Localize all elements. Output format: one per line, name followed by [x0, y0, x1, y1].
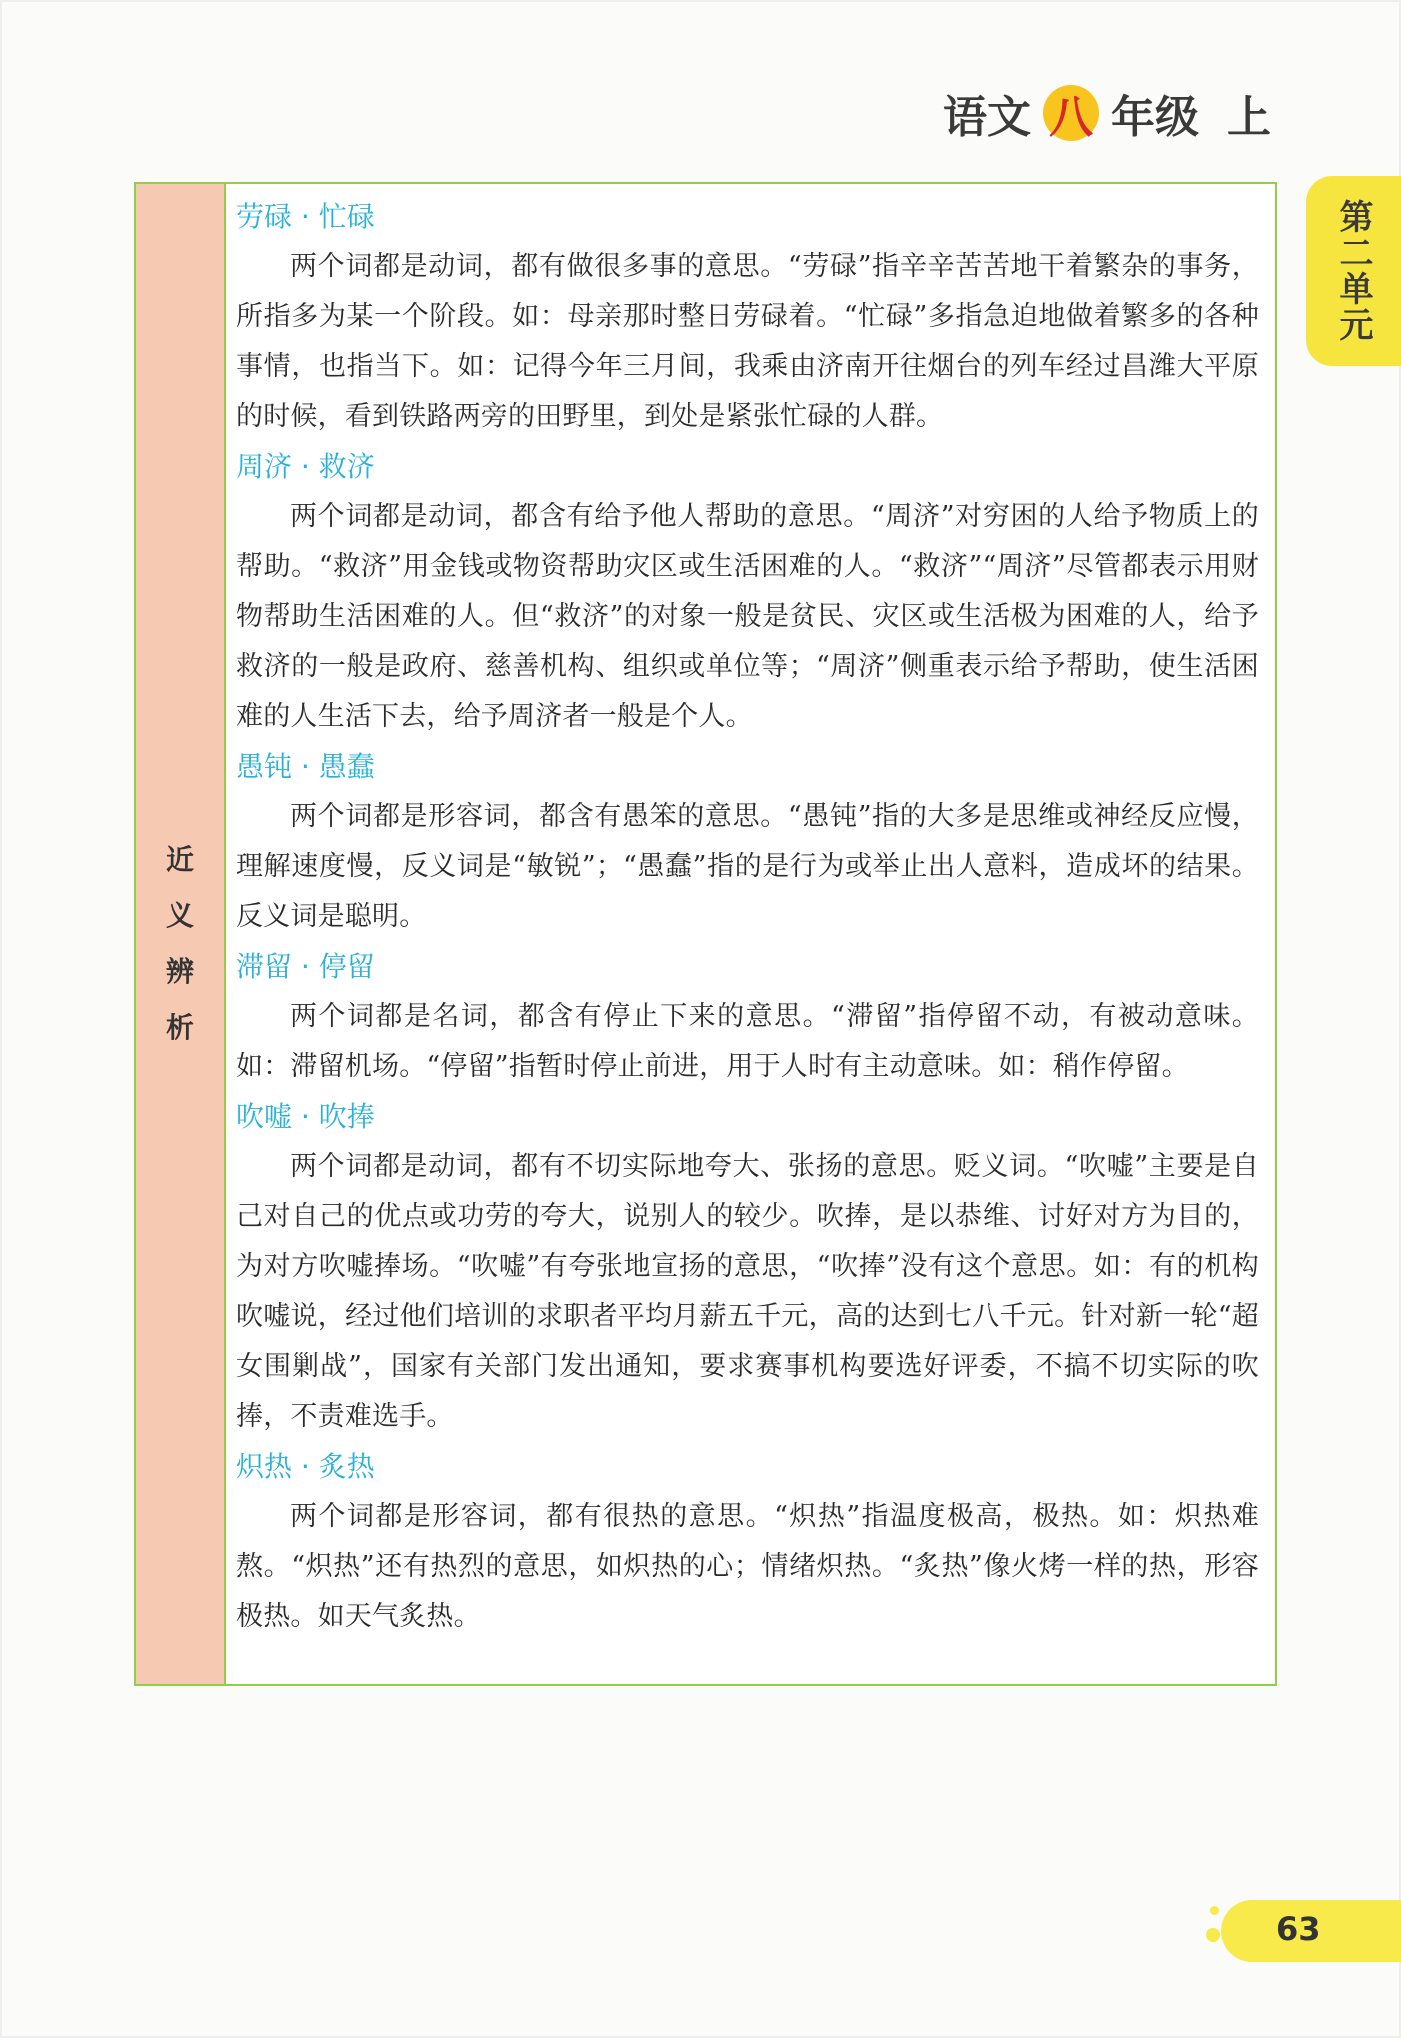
- entry-text: 两个词都是动词，都含有给予他人帮助的意思。“周济”对穷困的人给予物质上的帮助。“救济”用金钱或物资帮助灾区或生活困难的人。“救济”“周济”尽管都表示用财物帮助生活困难的人。但“救济”的对象一般是贫民、灾区或生活极为困难的人，给予救济的一般是政府、慈善机构、组织或单位等；“周济”侧重表示给予帮助，使生活困难的人生活下去，给予周济者一般是个人。: [236, 501, 1259, 732]
- entry: [236, 1092, 1259, 1442]
- side-char: 义: [165, 899, 194, 932]
- grade-suffix: 年级: [1111, 92, 1199, 143]
- entry-text: 两个词都是形容词，都有很热的意思。“炽热”指温度极高，极热。如：炽热难熬。“炽热”还有热烈的意思，如炽热的心；情绪炽热。“炙热”像火烤一样的热，形容极热。如天气炙热。: [236, 1501, 1259, 1632]
- subject-title: 语文: [943, 92, 1031, 143]
- entry: [236, 1442, 1259, 1642]
- grade-badge: 八: [1043, 85, 1099, 141]
- page-header: [943, 78, 1271, 148]
- entry-text: 两个词都是形容词，都含有愚笨的意思。“愚钝”指的大多是思维或神经反应慢，理解速度慢，反义词是“敏锐”；“愚蠢”指的是行为或举止出人意料，造成坏的结果。反义词是聪明。: [236, 801, 1259, 932]
- entry: [236, 742, 1259, 942]
- entry-term: 滞留 · 停留: [236, 950, 375, 983]
- entry: [236, 192, 1259, 442]
- page-number-badge: [1206, 1900, 1401, 1964]
- side-char: 近: [165, 843, 194, 876]
- volume-label: 上: [1227, 92, 1271, 143]
- side-label: [166, 842, 194, 1046]
- entry-term: 吹嘘 · 吹捧: [236, 1100, 375, 1133]
- entry-term: 炽热 · 炙热: [236, 1450, 375, 1483]
- unit-tab: [1306, 176, 1401, 366]
- entries-list: [236, 192, 1259, 1642]
- entry-term: 愚钝 · 愚蠢: [236, 750, 375, 783]
- entry-text: 两个词都是名词，都含有停止下来的意思。“滞留”指停留不动，有被动意味。如：滞留机场。“停留”指暂时停止前进，用于人时有主动意味。如：稍作停留。: [236, 1001, 1259, 1082]
- page-number: 63: [1276, 1910, 1321, 1948]
- side-column: [136, 184, 226, 1684]
- decor-dot: [1206, 1928, 1220, 1942]
- synonym-analysis-box: [134, 182, 1277, 1686]
- decor-dot: [1210, 1906, 1219, 1915]
- unit-tab-label: 第二单元: [1333, 199, 1373, 343]
- entry: [236, 442, 1259, 742]
- entry-term: 劳碌 · 忙碌: [236, 200, 375, 233]
- entry-term: 周济 · 救济: [236, 450, 375, 483]
- side-char: 析: [165, 1011, 194, 1044]
- entry: [236, 942, 1259, 1092]
- side-char: 辨: [165, 955, 194, 988]
- entry-text: 两个词都是动词，都有不切实际地夸大、张扬的意思。贬义词。“吹嘘”主要是自己对自己的优点或功劳的夸大，说别人的较少。吹捧，是以恭维、讨好对方为目的，为对方吹嘘捧场。“吹嘘”有夸张地宣扬的意思，“吹捧”没有这个意思。如：有的机构吹嘘说，经过他们培训的求职者平均月薪五千元，高的达到七八千元。针对新一轮“超女围剿战”，国家有关部门发出通知，要求赛事机构要选好评委，不搞不切实际的吹捧，不责难选手。: [236, 1151, 1259, 1432]
- entry-text: 两个词都是动词，都有做很多事的意思。“劳碌”指辛辛苦苦地干着繁杂的事务，所指多为某一个阶段。如：母亲那时整日劳碌着。“忙碌”多指急迫地做着繁多的各种事情，也指当下。如：记得今年三月间，我乘由济南开往烟台的列车经过昌潍大平原的时候，看到铁路两旁的田野里，到处是紧张忙碌的人群。: [236, 251, 1259, 432]
